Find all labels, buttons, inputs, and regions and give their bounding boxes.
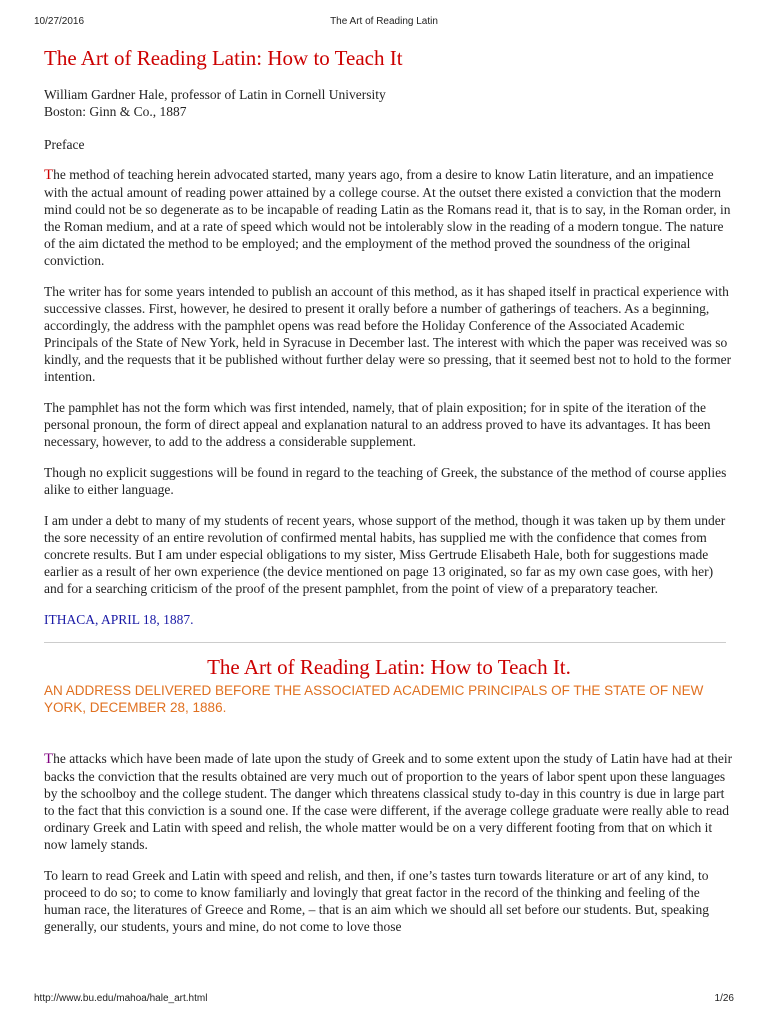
section-divider	[44, 642, 726, 643]
preface-label: Preface	[44, 137, 85, 152]
paragraph-text: he method of teaching herein advocated started, many years ago, from a desire to know Latin literature, and an impatience with the actual amount of reading power attained by a college course. At the outset there existed a conviction that the modern mind could not be so degenerate as to be incapable of reading Latin as the Romans read it, that is to say, in the Roman order, in the Roman medium, and at a rate of speed which would not be intolerably slow in the reading of a modern tongue. The nature of the aim dictated the method to be employed; and the employment of the method proved the soundness of the original conviction.	[44, 167, 731, 268]
paragraph-4: Though no explicit suggestions will be found in regard to the teaching of Greek, the substance of the method of course applies alike to either language.	[44, 465, 727, 497]
paragraph-2: The writer has for some years intended to publish an account of this method, as it has shaped itself in practical experience with successive classes. First, however, he desired to present it orally before a number of gatherings of teachers. As a beginning, accordingly, the address with the pamphlet opens was read before the Holiday Conference of the Associated Academic Principals of the State of New York, held in Syracuse in December last. The interest with which the paper was received was so kindly, and the requests that it be published without further delay were so pressing, that it seemed best not to hold to the former intention.	[44, 284, 732, 384]
publisher-line: Boston: Ginn & Co., 1887	[44, 104, 187, 119]
paragraph-5: I am under a debt to many of my students of recent years, whose support of the method, though it was taken up by them under the sore necessity of an entire revolution of confirmed mental habits, has supplied me with the confidence that comes from concrete results. But I am under especial obligations to my sister, Miss Gertrude Elisabeth Hale, both for suggestions made earlier as a result of her own experience (the device mentioned on page 13 originated, so far as my own case goes, with her) and for a searching criticism of the proof of the present pamphlet, from the point of view of a preparatory teacher.	[44, 513, 726, 596]
print-date: 10/27/2016	[34, 16, 85, 27]
author-line: William Gardner Hale, professor of Latin in Cornell University	[44, 87, 386, 102]
print-footer	[34, 993, 734, 1007]
document-content	[44, 44, 734, 949]
paragraph-text: he attacks which have been made of late upon the study of Greek and to some extent upon the study of Latin have had at their backs the conviction that the results obtained are very much out of proportion to the years of labor spent upon these languages by the schoolboy and the college student. The danger which threatens classical study to-day in this country is due in large part to the fact that this conviction is a sound one. If the case were different, if the average college graduate were really able to read ordinary Greek and Latin with speed and relish, the whole matter would be on a very different footing from that on which it now lamely stands.	[44, 751, 733, 852]
dateline: ITHACA, APRIL 18, 1887.	[44, 612, 194, 627]
print-header	[34, 16, 734, 30]
paragraph-6	[44, 750, 734, 853]
print-url: http://www.bu.edu/mahoa/hale_art.html	[34, 993, 208, 1004]
document-title: The Art of Reading Latin: How to Teach It	[44, 46, 403, 70]
address-body	[44, 750, 734, 935]
print-page-title: The Art of Reading Latin	[330, 16, 438, 27]
drop-initial: T	[44, 167, 54, 183]
print-page-number: 1/26	[714, 993, 734, 1004]
paragraph-3: The pamphlet has not the form which was first intended, namely, that of plain exposition; for in spite of the iteration of the personal pronoun, the form of direct appeal and explanation natural to an address proved to have its advantages. It has been necessary, however, to add to the address a considerable supplement.	[44, 400, 711, 449]
document-meta	[44, 86, 734, 120]
drop-initial: T	[44, 751, 54, 767]
address-title: The Art of Reading Latin: How to Teach It.	[207, 655, 571, 679]
paragraph-1	[44, 166, 734, 269]
address-subtitle: AN ADDRESS DELIVERED BEFORE THE ASSOCIATED ACADEMIC PRINCIPALS OF THE STATE OF NEW YORK, DECEMBER 28, 1886.	[44, 683, 704, 715]
paragraph-7: To learn to read Greek and Latin with speed and relish, and then, if one’s tastes turn towards literature or art of any kind, to proceed to do so; to come to know familiarly and lovingly that great factor in the record of the thinking and feeling of the human race, the literatures of Greece and Rome, – that is an aim which we should all set before our students. But, speaking generally, our students, yours and mine, do not come to love those	[44, 868, 710, 934]
